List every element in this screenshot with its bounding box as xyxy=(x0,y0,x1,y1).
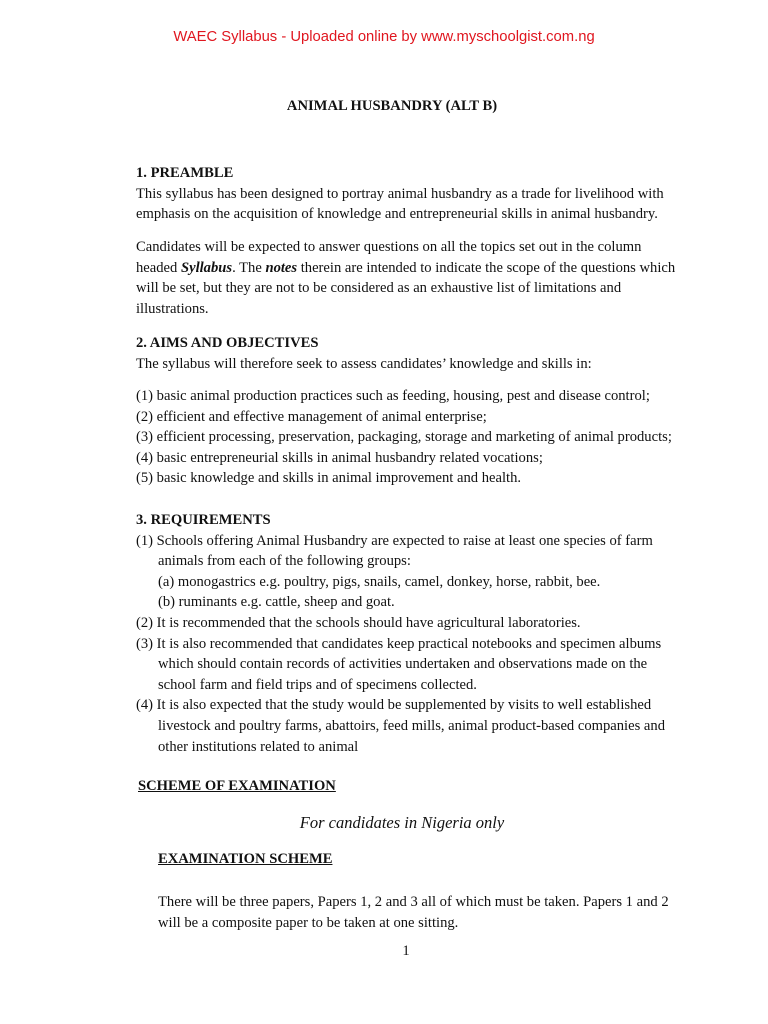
list-item-continuation: livestock and poultry farms, abattoirs, feed mills, animal product-based companies and xyxy=(158,717,665,734)
preamble-paragraph-2 xyxy=(136,237,736,319)
preamble-line: Candidates will be expected to answer questions on all the topics set out in the column xyxy=(136,239,642,255)
page-number: 1 xyxy=(402,943,410,959)
preamble-line: illustrations. xyxy=(136,300,209,317)
exam-scheme-heading-block xyxy=(158,849,758,870)
preamble-heading: 1. PREAMBLE xyxy=(136,165,234,181)
list-item-continuation: animals from each of the following groups: xyxy=(158,553,411,570)
preamble-line: will be set, but they are not to be considered as an exhaustive list of limitations and xyxy=(136,280,622,297)
preamble-section xyxy=(136,163,736,225)
exam-line: There will be three papers, Papers 1, 2 and 3 all of which must be taken. Papers 1 and 2 xyxy=(158,894,669,910)
text-the: . The xyxy=(232,259,266,276)
scheme-section xyxy=(138,776,738,797)
list-item: (4) basic entrepreneurial skills in animal husbandry related vocations; xyxy=(136,449,543,466)
list-item: (3) It is also recommended that candidates keep practical notebooks and specimen albums xyxy=(136,635,662,652)
aims-list xyxy=(136,386,736,489)
preamble-line xyxy=(136,258,736,279)
list-item: (3) efficient processing, preservation, packaging, storage and marketing of animal products; xyxy=(136,429,672,446)
exam-scheme-heading: EXAMINATION SCHEME xyxy=(158,851,333,867)
list-item: (1) basic animal production practices such as feeding, housing, pest and disease control; xyxy=(136,388,650,404)
list-item: (1) Schools offering Animal Husbandry are expected to raise at least one species of farm xyxy=(136,532,653,549)
text-rest: therein are intended to indicate the scope of the questions which xyxy=(297,259,676,276)
exam-scheme-text xyxy=(158,892,748,933)
aims-section xyxy=(136,333,736,374)
list-subitem: (b) ruminants e.g. cattle, sheep and goat. xyxy=(158,594,395,611)
list-subitem: (a) monogastrics e.g. poultry, pigs, snails, camel, donkey, horse, rabbit, bee. xyxy=(158,573,601,590)
requirements-section xyxy=(136,510,736,757)
list-item: (5) basic knowledge and skills in animal improvement and health. xyxy=(136,470,522,487)
exam-line: will be a composite paper to be taken at one sitting. xyxy=(158,914,459,931)
text-headed: headed xyxy=(136,259,181,276)
scheme-heading: SCHEME OF EXAMINATION xyxy=(138,778,336,794)
requirements-heading: 3. REQUIREMENTS xyxy=(136,512,271,528)
list-item: (4) It is also expected that the study would be supplemented by visits to well established xyxy=(136,697,652,714)
list-item: (2) efficient and effective management of animal enterprise; xyxy=(136,408,487,425)
header-watermark: WAEC Syllabus - Uploaded online by www.myschoolgist.com.ng xyxy=(173,29,595,45)
list-item: (2) It is recommended that the schools should have agricultural laboratories. xyxy=(136,614,581,631)
aims-heading: 2. AIMS AND OBJECTIVES xyxy=(136,335,319,351)
preamble-line: This syllabus has been designed to portray animal husbandry as a trade for livelihood with xyxy=(136,185,664,202)
list-item-continuation: which should contain records of activities undertaken and observations made on the xyxy=(158,656,648,673)
document-title: ANIMAL HUSBANDRY (ALT B) xyxy=(286,98,498,114)
aims-intro: The syllabus will therefore seek to assess candidates’ knowledge and skills in: xyxy=(136,355,592,372)
notes-emphasis: notes xyxy=(265,259,298,276)
syllabus-emphasis: Syllabus xyxy=(180,259,233,276)
list-item-continuation: other institutions related to animal xyxy=(158,738,359,755)
list-item-continuation: school farm and field trips and of specimens collected. xyxy=(158,676,477,693)
nigeria-note: For candidates in Nigeria only xyxy=(299,813,505,832)
preamble-line: emphasis on the acquisition of knowledge and entrepreneurial skills in animal husbandry. xyxy=(136,206,658,223)
